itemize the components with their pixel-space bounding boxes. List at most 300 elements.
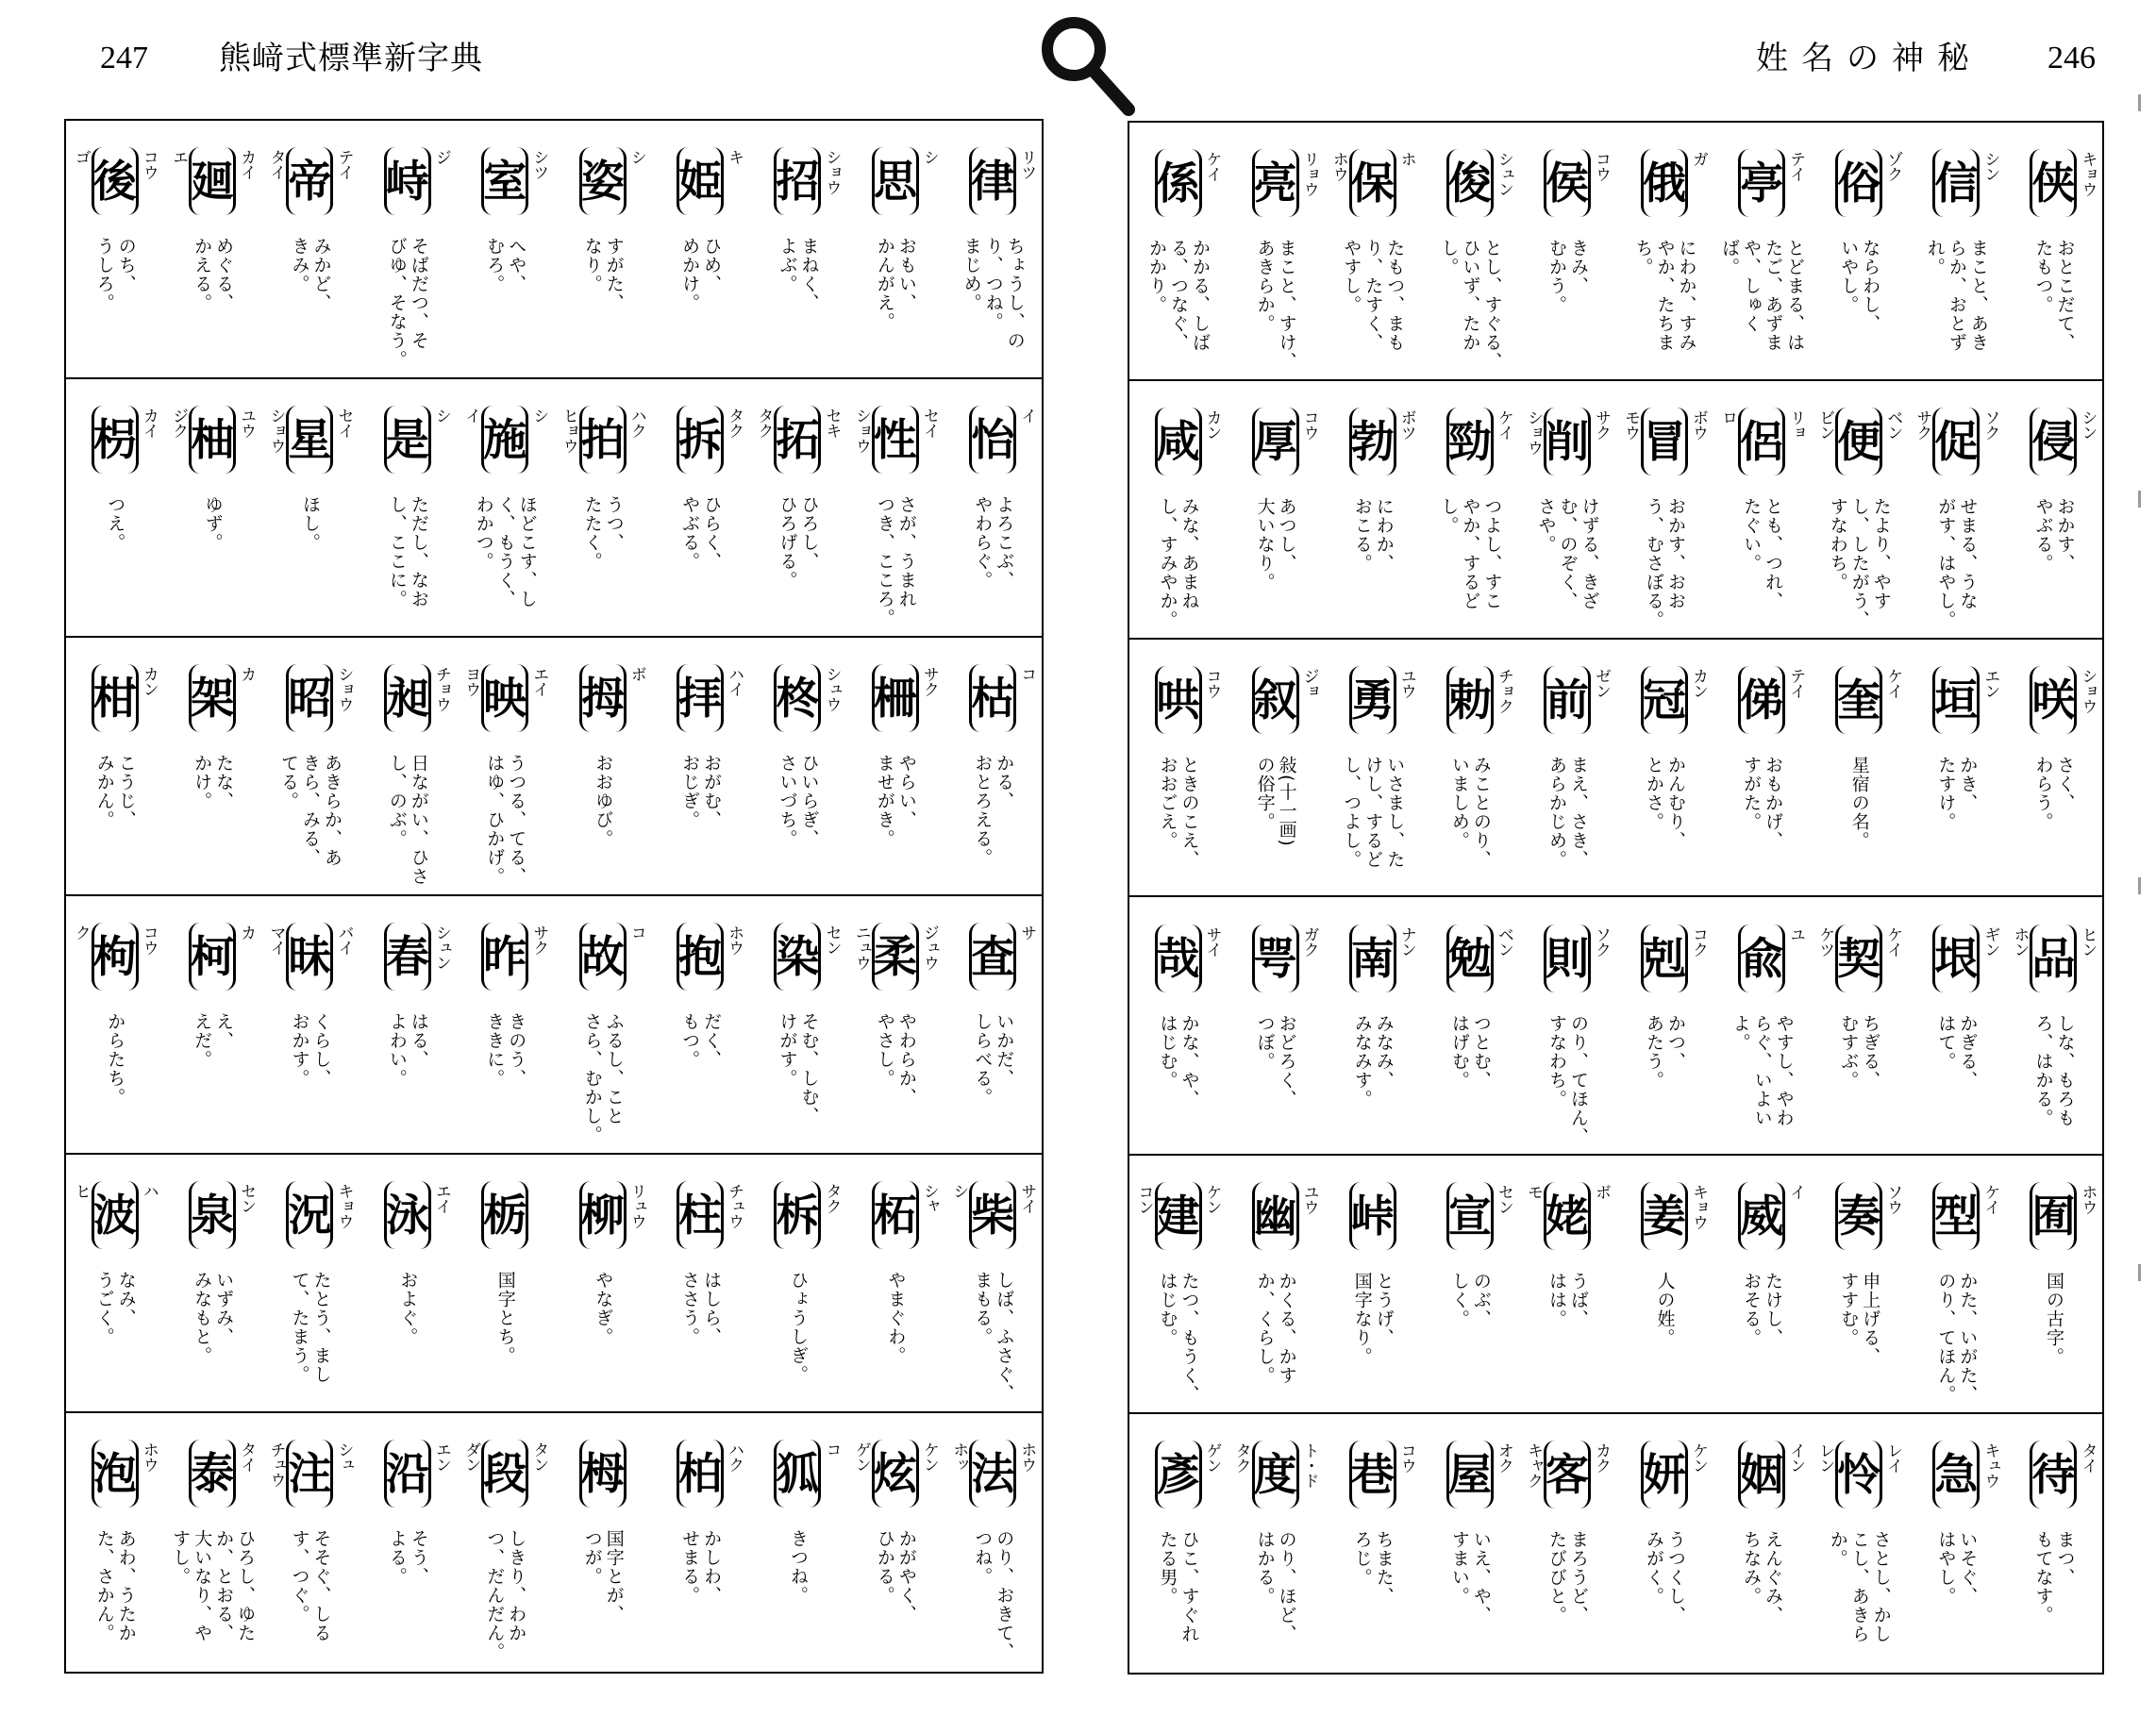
- reading-right: カ: [237, 925, 257, 940]
- character-entry: [1421, 1156, 1518, 1412]
- kanji-character: 勁: [1446, 408, 1494, 475]
- meaning-text: とも、つれ、 たぐい。: [1741, 496, 1784, 610]
- character-entry: [846, 1155, 944, 1411]
- character-entry: [1616, 381, 1713, 638]
- reading-right: キョウ: [1689, 1184, 1709, 1230]
- kanji-character: 後: [92, 147, 139, 215]
- reading-left: イ: [461, 408, 481, 423]
- character-entry: [651, 1413, 748, 1672]
- meaning-text: うば、 はは。: [1546, 1272, 1589, 1329]
- kanji-character: 拓: [774, 406, 821, 474]
- reading-right: ケイ: [1494, 408, 1513, 440]
- reading-right: ソク: [1591, 925, 1611, 957]
- reading-right: リョ: [1786, 408, 1806, 440]
- meaning-text: 星宿の名。: [1848, 755, 1870, 850]
- meaning-text: やすし、やわ らぐ、いよい よ。: [1730, 1013, 1795, 1127]
- reading-right: リュウ: [627, 1183, 646, 1228]
- character-entry: [1713, 898, 1811, 1155]
- reading-right: チュウ: [725, 1183, 744, 1228]
- reading-right: チョク: [1494, 667, 1513, 713]
- reading-right: ショウ: [2078, 667, 2098, 713]
- character-entry: [1324, 381, 1421, 638]
- meaning-text: くらし、 おかす。: [289, 1012, 332, 1088]
- reading-right: ト・ド: [1299, 1442, 1319, 1489]
- kanji-character: 昧: [286, 923, 333, 991]
- character-entry: [66, 379, 163, 636]
- page-edge-mark: [2138, 491, 2141, 508]
- kanji-character: 柊: [774, 664, 821, 732]
- kanji-character: 柱: [677, 1181, 724, 1249]
- reading-left: ショウ: [1523, 408, 1543, 455]
- character-entry: [1908, 123, 2005, 379]
- reading-right: シ: [919, 149, 939, 164]
- character-entry: [1616, 898, 1713, 1155]
- reading-right: キョウ: [2078, 151, 2098, 196]
- kanji-character: 型: [1932, 1182, 1980, 1250]
- book-title-right: 姓名の神秘: [1756, 40, 1982, 77]
- character-entry: [1324, 123, 1421, 379]
- meaning-text: たとう、まし て、たまう。: [289, 1271, 332, 1384]
- kanji-character: 昶: [384, 664, 431, 732]
- reading-right: セン: [237, 1183, 257, 1213]
- character-entry: [1129, 898, 1227, 1155]
- character-entry: [457, 638, 554, 894]
- reading-right: キュウ: [1981, 1442, 2000, 1489]
- meaning-text: そばだつ、そ びゆ、そなう。: [386, 237, 429, 369]
- kanji-character: 春: [384, 923, 431, 991]
- meaning-text: しな、もろも ろ、はかる。: [2032, 1013, 2076, 1127]
- meaning-text: 人の姓。: [1654, 1272, 1676, 1348]
- reading-right: カイ: [139, 408, 159, 438]
- meaning-text: にわか、すみ やか、たちま ち。: [1632, 239, 1697, 352]
- character-entry: [1129, 640, 1227, 896]
- kanji-character: 促: [1932, 408, 1980, 475]
- meaning-text: とどまる、は たご、あずま や、しゅく ば。: [1719, 239, 1806, 352]
- meaning-text: たな、 かけ。: [192, 754, 235, 810]
- reading-right: ソク: [1981, 408, 2000, 440]
- reading-left: ジク: [169, 408, 189, 438]
- kanji-character: 思: [872, 147, 919, 215]
- kanji-character: 咸: [1155, 408, 1202, 475]
- meaning-text: かな、や、 はじむ。: [1157, 1013, 1200, 1108]
- reading-right: シ: [627, 149, 646, 164]
- reading-left: タイ: [266, 149, 286, 179]
- reading-right: カン: [1202, 408, 1222, 440]
- meaning-text: かかる、しば る、つなぐ、 かかり。: [1146, 239, 1212, 352]
- meaning-text: まつ、 もてなす。: [2032, 1530, 2076, 1625]
- meaning-text: おおゆび。: [593, 754, 614, 848]
- table-row: [1129, 1414, 2102, 1673]
- character-entry: [457, 1155, 554, 1411]
- kanji-character: 威: [1738, 1182, 1785, 1250]
- character-entry: [1811, 898, 1908, 1155]
- reading-right: ギン: [1981, 925, 2000, 957]
- kanji-character: 厚: [1252, 408, 1299, 475]
- meaning-text: へや、 むろ。: [484, 237, 527, 293]
- character-entry: [261, 638, 359, 894]
- reading-right: セキ: [822, 408, 842, 438]
- meaning-text: 国の古字。: [2043, 1272, 2064, 1367]
- kanji-character: 怜: [1835, 1441, 1882, 1508]
- kanji-character: 拇: [579, 664, 627, 732]
- reading-right: ハク: [725, 1441, 744, 1472]
- reading-right: カン: [139, 666, 159, 696]
- kanji-character: 姻: [1738, 1441, 1785, 1508]
- reading-right: セイ: [919, 408, 939, 438]
- meaning-text: 日ながい、ひさ し、のぶ。: [386, 754, 429, 886]
- meaning-text: 申上げる、 すすむ。: [1838, 1272, 1881, 1367]
- character-entry: [1421, 1414, 1518, 1673]
- meaning-text: うつ、 たたく。: [581, 495, 625, 571]
- meaning-text: やなぎ。: [593, 1271, 614, 1346]
- character-entry: [749, 638, 846, 894]
- reading-left: ホッ: [949, 1441, 969, 1472]
- character-entry: [1324, 898, 1421, 1155]
- character-entry: [1616, 1156, 1713, 1412]
- meaning-text: にわか、 おこる。: [1351, 496, 1395, 573]
- kanji-character: 昭: [286, 664, 333, 732]
- reading-right: ケイ: [1202, 151, 1222, 181]
- meaning-text: せまる、うな がす、はやし。: [1935, 496, 1979, 629]
- reading-right: シャ: [919, 1183, 939, 1213]
- character-entry: [457, 1413, 554, 1672]
- character-entry: [2005, 123, 2102, 379]
- character-entry: [1908, 898, 2005, 1155]
- reading-right: タイ: [237, 1441, 257, 1472]
- meaning-text: いかだ、 しらべる。: [972, 1012, 1015, 1107]
- reading-left: マイ: [266, 925, 286, 955]
- reading-right: セイ: [334, 408, 354, 438]
- kanji-character: 彥: [1155, 1441, 1202, 1508]
- reading-right: ハイ: [725, 666, 744, 696]
- kanji-character: 咢: [1252, 925, 1299, 992]
- meaning-text: ほし。: [299, 495, 321, 552]
- reading-right: カイ: [237, 149, 257, 179]
- table-row: [66, 896, 1042, 1155]
- character-entry: [1518, 381, 1615, 638]
- meaning-text: およぐ。: [397, 1271, 419, 1346]
- character-entry: [261, 1155, 359, 1411]
- reading-right: ユウ: [1299, 1184, 1319, 1215]
- reading-right: ベン: [1883, 408, 1903, 440]
- meaning-text: やらい、 ませがき。: [874, 754, 917, 848]
- character-entry: [846, 896, 944, 1153]
- reading-right: タク: [725, 408, 744, 438]
- reading-right: ゾク: [1883, 151, 1903, 181]
- meaning-text: あきらか、あ きら、みる、 てる。: [277, 754, 343, 867]
- character-entry: [749, 379, 846, 636]
- kanji-character: 抱: [677, 923, 724, 991]
- meaning-text: さとし、かし こし、あきら か。: [1827, 1530, 1892, 1644]
- reading-right: ジ: [431, 149, 451, 164]
- character-entry: [163, 896, 260, 1153]
- reading-left: タク: [1231, 1442, 1251, 1474]
- kanji-character: 帝: [286, 147, 333, 215]
- reading-left: ヒョウ: [559, 408, 578, 453]
- meaning-text: たもつ、まも り、たすく、 やすし。: [1341, 239, 1406, 352]
- meaning-text: ひろし、 ひろげる。: [777, 495, 820, 590]
- kanji-character: 俗: [1835, 149, 1882, 217]
- character-entry: [66, 896, 163, 1153]
- kanji-character: 南: [1349, 925, 1396, 992]
- kanji-character: 俤: [1738, 666, 1785, 734]
- kanji-character: 俄: [1641, 149, 1688, 217]
- character-entry: [846, 638, 944, 894]
- character-entry: [1129, 1156, 1227, 1412]
- meaning-text: ゆず。: [202, 495, 224, 552]
- meaning-text: たつ、もうく、 はじむ。: [1157, 1272, 1200, 1405]
- reading-right: リョウ: [1299, 151, 1319, 196]
- reading-right: シ: [529, 408, 549, 423]
- reading-right: ゲン: [1202, 1442, 1222, 1474]
- kanji-character: 亮: [1252, 149, 1299, 217]
- reading-right: キョウ: [334, 1183, 354, 1228]
- kanji-character: 星: [286, 406, 333, 474]
- kanji-character: 柚: [189, 406, 236, 474]
- meaning-text: おとこだて、 たもつ。: [2032, 239, 2076, 352]
- meaning-text: めぐる、 かえる。: [192, 237, 235, 312]
- reading-right: シュン: [1494, 151, 1513, 196]
- character-entry: [1227, 898, 1324, 1155]
- character-entry: [846, 1413, 944, 1672]
- reading-left: ニュウ: [851, 925, 871, 970]
- meaning-text: ひょうしぎ。: [787, 1271, 809, 1384]
- kanji-character: 栂: [579, 1440, 627, 1508]
- kanji-character: 染: [774, 923, 821, 991]
- meaning-text: かくる、かす か、くらし。: [1254, 1272, 1297, 1386]
- page-number-left: 247: [100, 41, 148, 75]
- reading-right: ガク: [1299, 925, 1319, 957]
- kanji-character: 査: [969, 923, 1016, 991]
- kanji-character: 勇: [1349, 666, 1396, 734]
- character-entry: [554, 1413, 651, 1672]
- character-entry: [261, 896, 359, 1153]
- reading-left: ヨウ: [461, 666, 481, 696]
- meaning-text: すがた、 なり。: [581, 237, 625, 312]
- kanji-character: 波: [92, 1181, 139, 1249]
- page-edge-mark: [2138, 877, 2141, 894]
- page-number-right: 246: [2047, 41, 2096, 75]
- kanji-character: 況: [286, 1181, 333, 1249]
- kanji-character: 哉: [1155, 925, 1202, 992]
- reading-left: ク: [71, 925, 91, 940]
- character-entry: [1713, 1414, 1811, 1673]
- kanji-character: 姥: [1544, 1182, 1591, 1250]
- character-entry: [1908, 381, 2005, 638]
- kanji-character: 奏: [1835, 1182, 1882, 1250]
- character-entry: [1811, 640, 1908, 896]
- kanji-character: 拆: [677, 406, 724, 474]
- character-entry: [1227, 1156, 1324, 1412]
- character-entry: [2005, 1156, 2102, 1412]
- character-entry: [1129, 1414, 1227, 1673]
- reading-right: コウ: [139, 925, 159, 955]
- character-entry: [359, 638, 456, 894]
- character-entry: [66, 1155, 163, 1411]
- reading-right: レイ: [1883, 1442, 1903, 1474]
- reading-left: ゴ: [71, 149, 91, 164]
- character-entry: [66, 1413, 163, 1672]
- reading-right: リツ: [1017, 149, 1037, 179]
- kanji-character: 枯: [969, 664, 1016, 732]
- reading-left: コン: [1134, 1184, 1154, 1215]
- kanji-character: 宣: [1446, 1182, 1494, 1250]
- meaning-text: ちょうし、の り、つね。 まじめ。: [961, 237, 1026, 350]
- kanji-character: 勉: [1446, 925, 1494, 992]
- meaning-text: ひらく、 やぶる。: [679, 495, 723, 571]
- reading-right: ハ: [139, 1183, 159, 1198]
- character-entry: [749, 121, 846, 377]
- character-entry: [1129, 381, 1227, 638]
- kanji-character: 建: [1155, 1182, 1202, 1250]
- character-entry: [2005, 640, 2102, 896]
- reading-right: バイ: [334, 925, 354, 955]
- character-entry: [1227, 1414, 1324, 1673]
- meaning-text: うつくし、 みがく。: [1644, 1530, 1687, 1625]
- reading-right: サク: [1591, 408, 1611, 440]
- kanji-character: 侠: [2030, 149, 2077, 217]
- meaning-text: かた、いがた、 のり、てほん。: [1935, 1272, 1979, 1405]
- character-entry: [1811, 123, 1908, 379]
- character-entry: [163, 379, 260, 636]
- reading-right: ケン: [1689, 1442, 1709, 1474]
- character-entry: [66, 638, 163, 894]
- meaning-text: おがむ、 おじぎ。: [679, 754, 723, 829]
- right-page-character-table: [1128, 121, 2104, 1675]
- kanji-character: 怡: [969, 406, 1016, 474]
- meaning-text: しきり、わか つ、だんだん。: [484, 1529, 527, 1661]
- meaning-text: ならわし、 いやし。: [1838, 239, 1881, 333]
- kanji-character: 泡: [92, 1440, 139, 1508]
- kanji-character: 枸: [92, 923, 139, 991]
- reading-right: シツ: [529, 149, 549, 179]
- reading-right: ジョ: [1299, 667, 1319, 698]
- magnifier-icon[interactable]: [1034, 8, 1138, 123]
- meaning-text: みなみ、 みなみす。: [1351, 1013, 1395, 1108]
- meaning-text: おかす、 やぶる。: [2032, 496, 2076, 573]
- meaning-text: おもかげ、 すがた。: [1741, 755, 1784, 850]
- reading-right: コウ: [139, 149, 159, 179]
- kanji-character: 法: [969, 1440, 1016, 1508]
- table-row: [1129, 1156, 2102, 1414]
- character-entry: [1518, 898, 1615, 1155]
- meaning-text: そう、 よる。: [386, 1529, 429, 1586]
- character-entry: [457, 896, 554, 1153]
- kanji-character: 幽: [1252, 1182, 1299, 1250]
- kanji-character: 柏: [677, 1440, 724, 1508]
- table-row: [1129, 381, 2102, 640]
- kanji-character: 性: [872, 406, 919, 474]
- kanji-character: 柴: [969, 1181, 1016, 1249]
- kanji-character: 哄: [1155, 666, 1202, 734]
- meaning-text: いさまし、た けし、するど し、つよし。: [1341, 755, 1406, 869]
- character-entry: [1227, 640, 1324, 896]
- character-entry: [1811, 1156, 1908, 1412]
- reading-right: ユウ: [237, 408, 257, 438]
- meaning-text: かつ、 あたう。: [1644, 1013, 1687, 1090]
- kanji-character: 係: [1155, 149, 1202, 217]
- meaning-text: ふるし、こと さら、むかし。: [581, 1012, 625, 1144]
- meaning-text: そそぐ、しる す、つぐ。: [289, 1529, 332, 1642]
- meaning-text: ただし、なお し、ここに。: [386, 495, 429, 608]
- reading-right: カ: [237, 666, 257, 681]
- meaning-text: なみ、 うごく。: [93, 1271, 137, 1346]
- character-entry: [944, 638, 1042, 894]
- reading-right: キ: [725, 149, 744, 164]
- reading-right: セン: [822, 925, 842, 955]
- reading-right: コ: [822, 1441, 842, 1457]
- character-entry: [749, 896, 846, 1153]
- character-entry: [359, 121, 456, 377]
- reading-left: ロ: [1718, 408, 1738, 425]
- meaning-text: たより、やす し、したがう、 すなわち。: [1827, 496, 1892, 629]
- kanji-character: 保: [1349, 149, 1396, 217]
- reading-right: ハク: [627, 408, 646, 438]
- character-entry: [1227, 381, 1324, 638]
- kanji-character: 叙: [1252, 666, 1299, 734]
- reading-right: ケン: [919, 1441, 939, 1472]
- reading-right: イ: [1017, 408, 1037, 423]
- meaning-text: ほどこす、し く、もうく、 わかつ。: [473, 495, 538, 608]
- character-entry: [1616, 1414, 1713, 1673]
- character-entry: [1421, 898, 1518, 1155]
- kanji-character: 度: [1252, 1441, 1299, 1508]
- reading-left: モ: [1523, 1184, 1543, 1200]
- kanji-character: 狐: [774, 1440, 821, 1508]
- character-entry: [944, 1155, 1042, 1411]
- meaning-text: かる、 おとろえる。: [972, 754, 1015, 867]
- reading-right: シュウ: [822, 666, 842, 711]
- meaning-text: のぶ、 しく。: [1448, 1272, 1492, 1329]
- character-entry: [1908, 1156, 2005, 1412]
- kanji-character: 架: [189, 664, 236, 732]
- character-entry: [457, 121, 554, 377]
- reading-right: テイ: [1786, 667, 1806, 698]
- kanji-character: 則: [1544, 925, 1591, 992]
- character-entry: [944, 379, 1042, 636]
- character-entry: [1324, 1414, 1421, 1673]
- reading-right: シン: [1981, 151, 2000, 181]
- reading-right: エン: [1981, 667, 2000, 698]
- character-entry: [651, 379, 748, 636]
- table-row: [66, 1413, 1042, 1672]
- kanji-character: 泳: [384, 1181, 431, 1249]
- character-entry: [749, 1413, 846, 1672]
- table-row: [1129, 640, 2102, 898]
- table-row: [1129, 123, 2102, 381]
- meaning-text: ひろし、ゆた か、とおる、 大いなり、や すし。: [170, 1529, 257, 1642]
- reading-right: ボ: [1591, 1184, 1611, 1200]
- reading-left: ホン: [2010, 925, 2030, 957]
- meaning-text: さが、うまれ つき、こころ。: [874, 495, 917, 627]
- kanji-character: 炫: [872, 1440, 919, 1508]
- character-entry: [1227, 123, 1324, 379]
- meaning-text: まこと、あき らか、おとず れ。: [1924, 239, 1989, 352]
- meaning-text: はしら、 ささう。: [679, 1271, 723, 1346]
- meaning-text: かんむり、 とかさ。: [1644, 755, 1687, 850]
- reading-right: ベン: [1494, 925, 1513, 957]
- kanji-character: 垠: [1932, 925, 1980, 992]
- character-entry: [1908, 640, 2005, 896]
- reading-right: ケン: [1202, 1184, 1222, 1215]
- kanji-character: 峙: [384, 147, 431, 215]
- meaning-text: まえ、さき、 あらかじめ。: [1546, 755, 1589, 869]
- reading-left: ケツ: [1815, 925, 1835, 957]
- kanji-character: 妍: [1641, 1441, 1688, 1508]
- character-entry: [2005, 898, 2102, 1155]
- kanji-character: 廻: [189, 147, 236, 215]
- character-entry: [163, 1155, 260, 1411]
